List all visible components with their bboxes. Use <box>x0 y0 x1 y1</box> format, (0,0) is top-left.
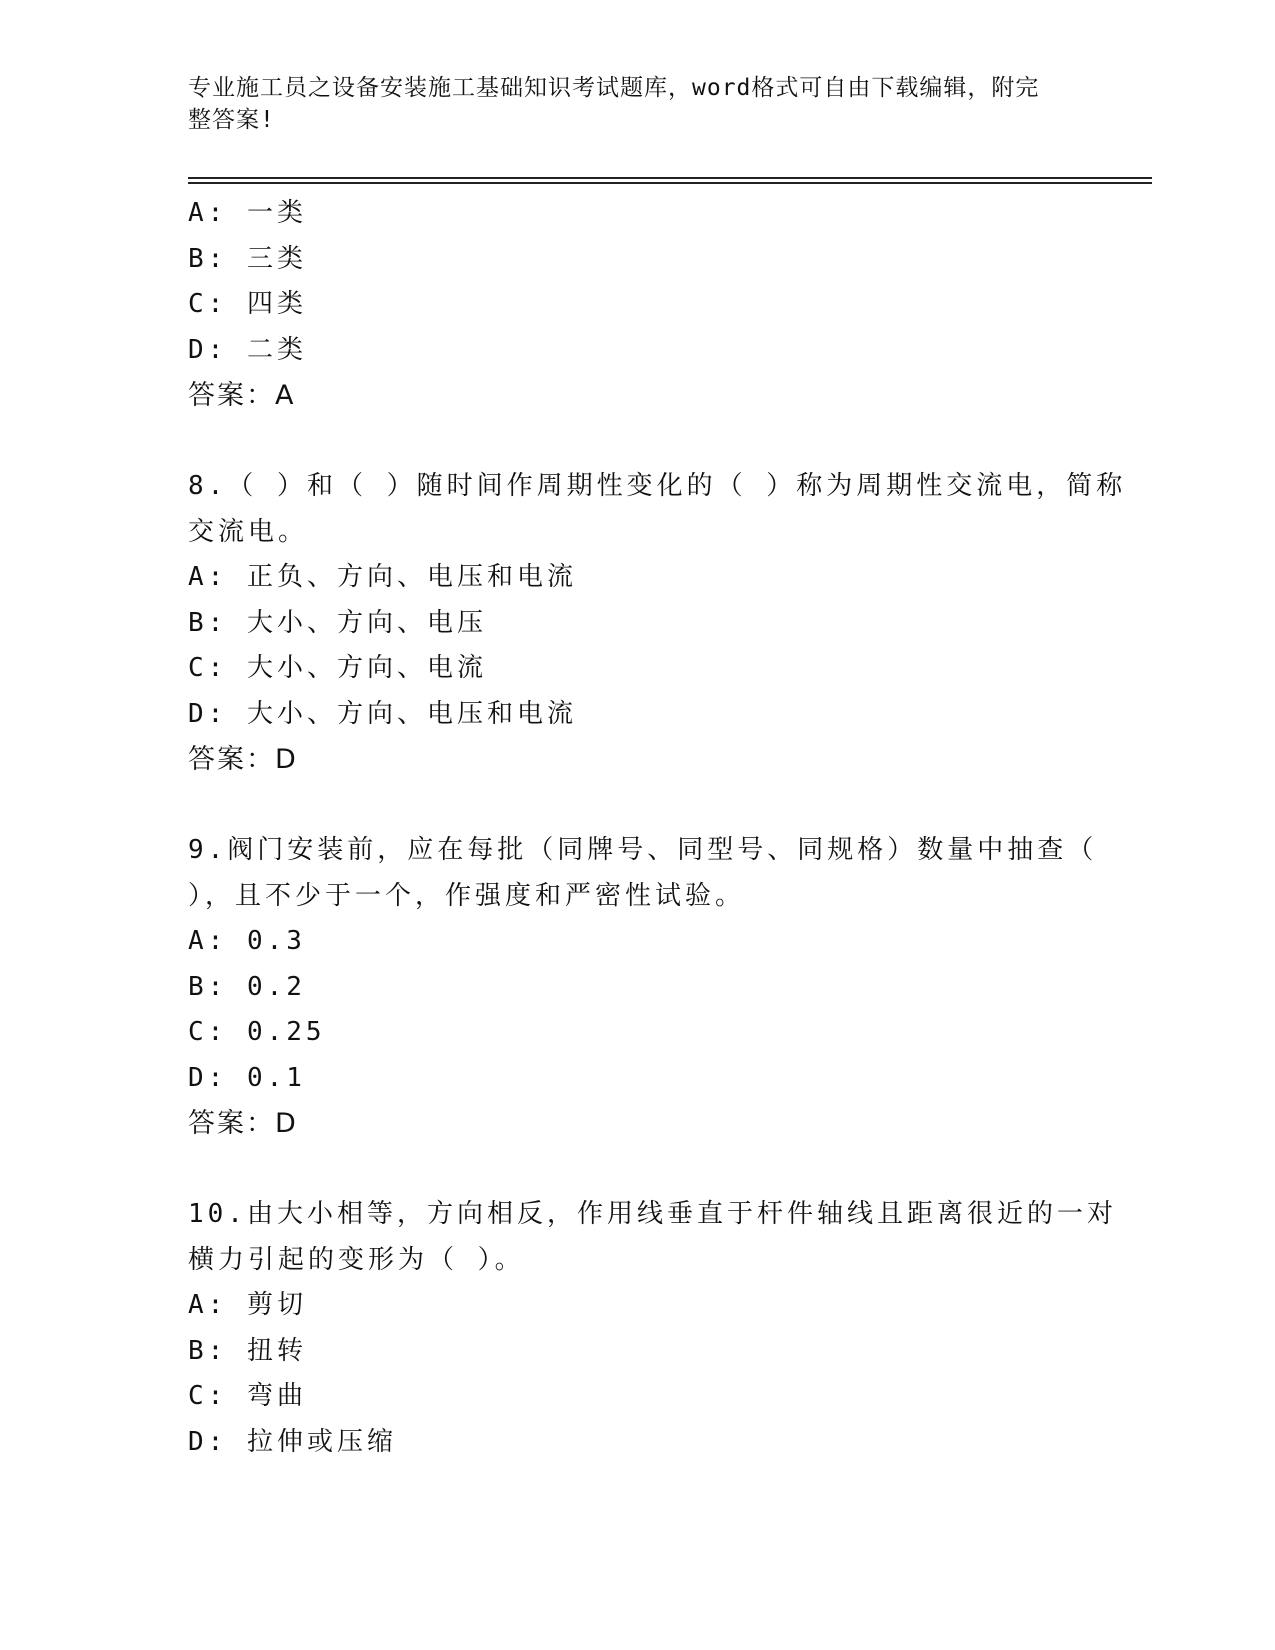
q10-option-c: C: 弯曲 <box>188 1381 307 1411</box>
question-8 <box>188 464 1127 783</box>
question-10 <box>188 1192 1117 1465</box>
q8-option-d: D: 大小、方向、电压和电流 <box>188 698 577 729</box>
spacer <box>188 783 1088 829</box>
q7-option-b: B: 三类 <box>188 243 307 274</box>
q9-option-a: A: 0.3 <box>188 926 306 956</box>
q9-option-d: D: 0.1 <box>188 1062 306 1093</box>
header-line-2: 整答案! <box>188 107 275 133</box>
spacer <box>188 419 1088 465</box>
q8-answer: 答案：D <box>188 744 298 775</box>
header-divider-top <box>188 177 1152 179</box>
q7-option-a: A: 一类 <box>188 198 307 228</box>
question-list <box>188 191 1127 1465</box>
question-7 <box>188 191 1088 419</box>
q8-stem-line-2: 交流电。 <box>188 516 309 547</box>
q7-option-d: D: 二类 <box>188 334 307 365</box>
q9-stem-line-1: 9.阀门安装前，应在每批（同牌号、同型号、同规格）数量中抽查（ <box>188 835 1098 865</box>
header-line-1: 专业施工员之设备安装施工基础知识考试题库，word格式可自由下载编辑，附完 <box>188 75 1040 101</box>
header-divider-bottom <box>188 182 1152 184</box>
q10-option-d: D: 拉伸或压缩 <box>188 1426 397 1457</box>
q9-stem-line-2: ），且不少于一个，作强度和严密性试验。 <box>188 880 746 911</box>
q7-answer: 答案：A <box>188 380 296 411</box>
q8-option-b: B: 大小、方向、电压 <box>188 607 487 638</box>
q10-stem-line-2: 横力引起的变形为（ ）。 <box>188 1244 525 1275</box>
document-header <box>188 72 1068 136</box>
q8-stem-line-1: 8.（ ）和（ ）随时间作周期性变化的（ ）称为周期性交流电，简称 <box>188 471 1127 501</box>
q9-option-c: C: 0.25 <box>188 1017 326 1047</box>
q10-option-a: A: 剪切 <box>188 1290 307 1320</box>
spacer <box>188 1147 1088 1193</box>
q7-option-c: C: 四类 <box>188 289 307 319</box>
q9-answer: 答案：D <box>188 1108 298 1139</box>
q10-option-b: B: 扭转 <box>188 1335 307 1366</box>
q9-option-b: B: 0.2 <box>188 971 306 1002</box>
question-9 <box>188 828 1098 1147</box>
q8-option-c: C: 大小、方向、电流 <box>188 653 487 683</box>
q10-stem-line-1: 10.由大小相等，方向相反，作用线垂直于杆件轴线且距离很近的一对 <box>188 1199 1117 1229</box>
q8-option-a: A: 正负、方向、电压和电流 <box>188 562 577 592</box>
